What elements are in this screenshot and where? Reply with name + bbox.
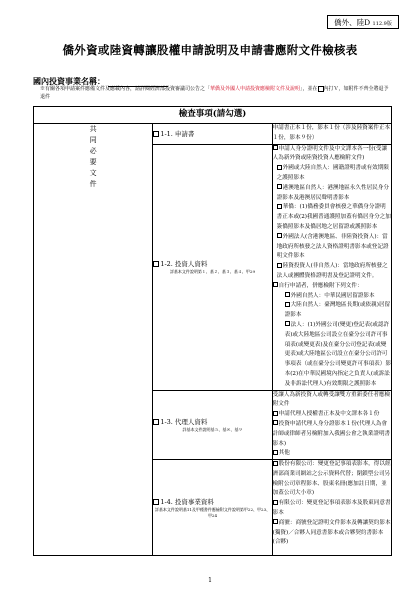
content-text: 申請代理人授權書正本及中文譯本各１份 — [278, 411, 380, 418]
page-number: 1 — [208, 577, 212, 584]
checkbox[interactable] — [273, 282, 278, 287]
content-text: 外國或大陸自然人：國籍證明書或有效期限之護照影本 — [276, 165, 389, 181]
item-label: 1-4. 投資事業資料 — [160, 497, 214, 506]
content-line — [273, 145, 391, 165]
item-sub-label: 詳基本文件說明基11及甲種書件應檢附文件說明第甲22、甲23、甲24 — [154, 506, 271, 518]
content-line — [273, 282, 391, 292]
checkbox[interactable] — [285, 321, 290, 326]
checkbox[interactable] — [273, 145, 278, 150]
content-text: 外國自然人：中華民國居留證影本 — [290, 292, 375, 299]
item-cell — [153, 144, 272, 390]
content-text: 華僑：(1)僑務委員會核發之華僑身分證明書正本或(2)我國普通護照加蓋有僑居身分之加簽僑照影本及僑居地之居留證或護照影本 — [276, 204, 391, 230]
content-line: 受讓人為新投資人或轉受讓雙方重新委任者應檢附文件 — [272, 391, 391, 408]
badge-version: 112.9版 — [372, 21, 392, 27]
content-line — [273, 164, 391, 184]
note-suffix2: 內打Ｖ，如附件不齊全將退予退件 — [40, 86, 389, 100]
item-cell — [153, 460, 272, 556]
checkbox[interactable] — [273, 500, 278, 505]
category-char: 必 — [89, 147, 97, 155]
content-line — [273, 262, 391, 282]
checkbox[interactable] — [277, 263, 282, 268]
checkbox[interactable] — [273, 519, 278, 524]
category-char: 同 — [89, 136, 97, 144]
category-char: 共 — [89, 125, 97, 133]
badge-label: 僑外、陸D — [334, 18, 371, 27]
instruction-note — [40, 85, 392, 101]
content-cell — [272, 460, 391, 556]
content-line — [273, 499, 391, 519]
checkbox[interactable] — [277, 233, 282, 238]
content-line — [273, 449, 391, 459]
content-text: 港澳地區自然人：港澳地區永久性居民身分證影本及港澳居民聲明書影本 — [276, 184, 389, 201]
checkbox[interactable] — [285, 292, 290, 297]
content-text: 投資申請代理人身分證影本１份(代理人為會計師或律師者另檢附加入我國公會之執業證明書影本) — [272, 420, 391, 447]
checkbox[interactable] — [153, 499, 159, 505]
content-text: 法人：(1)外國公司(變更)登記表(或認許表)或大陸地區公司設立在臺分公司許可事項表(或變更表)及在臺分公司登記表(或變更表)或大陸地區公司設立在臺分公司許可事項表（或在臺分公司變更許可事項表）影本(2)在中華民國境內指定之負責人(或訴訟及非訴訟代理人)有效期限之護照影本 — [284, 321, 391, 387]
content-text: 股份有限公司：變更登記事項表影本，得以經濟部商業司網站之公示資料代替；閉鎖型公司另檢附公司章程影本、股東名冊(應加註日期，並加蓋公司大小章) — [272, 461, 391, 497]
note-suffix: 」，並在 — [300, 86, 318, 92]
content-text: 外國法人(含港澳地區、非陸資投資人)：當地政府所核發之法人資格證明書影本或登記證明文件影本 — [276, 233, 389, 260]
content-line — [273, 301, 391, 321]
item-cell — [153, 390, 272, 460]
item-label: 1-3. 代理人資料 — [160, 417, 208, 426]
item-label: 1-2. 投資人資料 — [160, 260, 208, 269]
content-text: 大陸自然人：臺灣地區長期(或依親)居留證影本 — [284, 302, 391, 319]
content-line — [273, 233, 391, 262]
checkbox[interactable] — [273, 461, 278, 466]
note-red-link: 華僑及外國人申請投資應檢附文件及說明 — [210, 86, 301, 92]
category-char: 要 — [89, 158, 97, 166]
item-cell — [153, 124, 272, 145]
checkbox[interactable] — [153, 261, 159, 267]
content-text: 自行申請者，併應檢附下列文件： — [278, 282, 363, 289]
checkbox[interactable] — [277, 204, 282, 209]
content-line — [273, 410, 391, 420]
checkbox[interactable] — [273, 450, 278, 455]
content-line — [273, 519, 391, 548]
content-line — [273, 420, 391, 449]
table-header: 檢查事項(請勾選) — [34, 107, 392, 124]
checkbox[interactable] — [273, 411, 278, 416]
content-line — [273, 321, 391, 390]
content-text: 申請人身分證明文件及中文譯本各一份(受讓人為新外資或陸資投資人應檢附文件) — [272, 145, 388, 162]
checkbox[interactable] — [285, 302, 290, 307]
version-badge — [327, 15, 399, 29]
item-sub-label: 詳基本文件說明基５、基８、基９ — [182, 426, 243, 432]
item-sub-label: 詳基本文件說明第１、基２、基３、基４、甲29 — [169, 269, 256, 275]
content-text: 陸資投資人(非自然人)：當地政府所核發之法人或團體資格證明書及登記證明文件。 — [276, 263, 388, 279]
content-cell — [272, 144, 391, 390]
item-label: 1-1. 申請書 — [160, 130, 195, 139]
content-text: 有限公司：變更登記事項表影本及股東同意書影本 — [272, 500, 391, 517]
category-char: 件 — [89, 180, 97, 188]
checkbox[interactable] — [277, 184, 282, 189]
note-prefix: ※有關各項申請案件應備文件及應載內容，請詳閱經濟部投資審議司公告之「 — [40, 86, 211, 92]
content-text: 其他 — [278, 450, 290, 457]
content-cell — [272, 124, 391, 145]
category-char: 文 — [89, 169, 97, 177]
applicant-label: 國內投資事業名稱： — [33, 76, 105, 86]
checkbox[interactable] — [273, 420, 278, 425]
table-row — [34, 124, 392, 145]
content-text: 商號：商號登記證明文件影本及轉讓契約影本(獨資)／合夥人同意書影本或合夥契約書影本(合夥) — [272, 519, 391, 546]
content-line — [273, 184, 391, 204]
checkbox[interactable] — [153, 131, 159, 137]
content-line — [273, 203, 391, 232]
checkbox[interactable] — [277, 165, 282, 170]
checkbox[interactable] — [153, 419, 159, 425]
content-line — [273, 292, 391, 302]
category-cell — [34, 124, 153, 556]
content-cell — [272, 390, 391, 460]
page-title: 僑外資或陸資轉讓股權申請說明及申請書應附文件檢核表 — [62, 43, 358, 57]
content-line — [273, 460, 391, 499]
content-line: 申請書正本１份，影本１份（涉及陸資案件正本１份，影本９份） — [272, 125, 391, 141]
checklist-table — [33, 106, 392, 556]
